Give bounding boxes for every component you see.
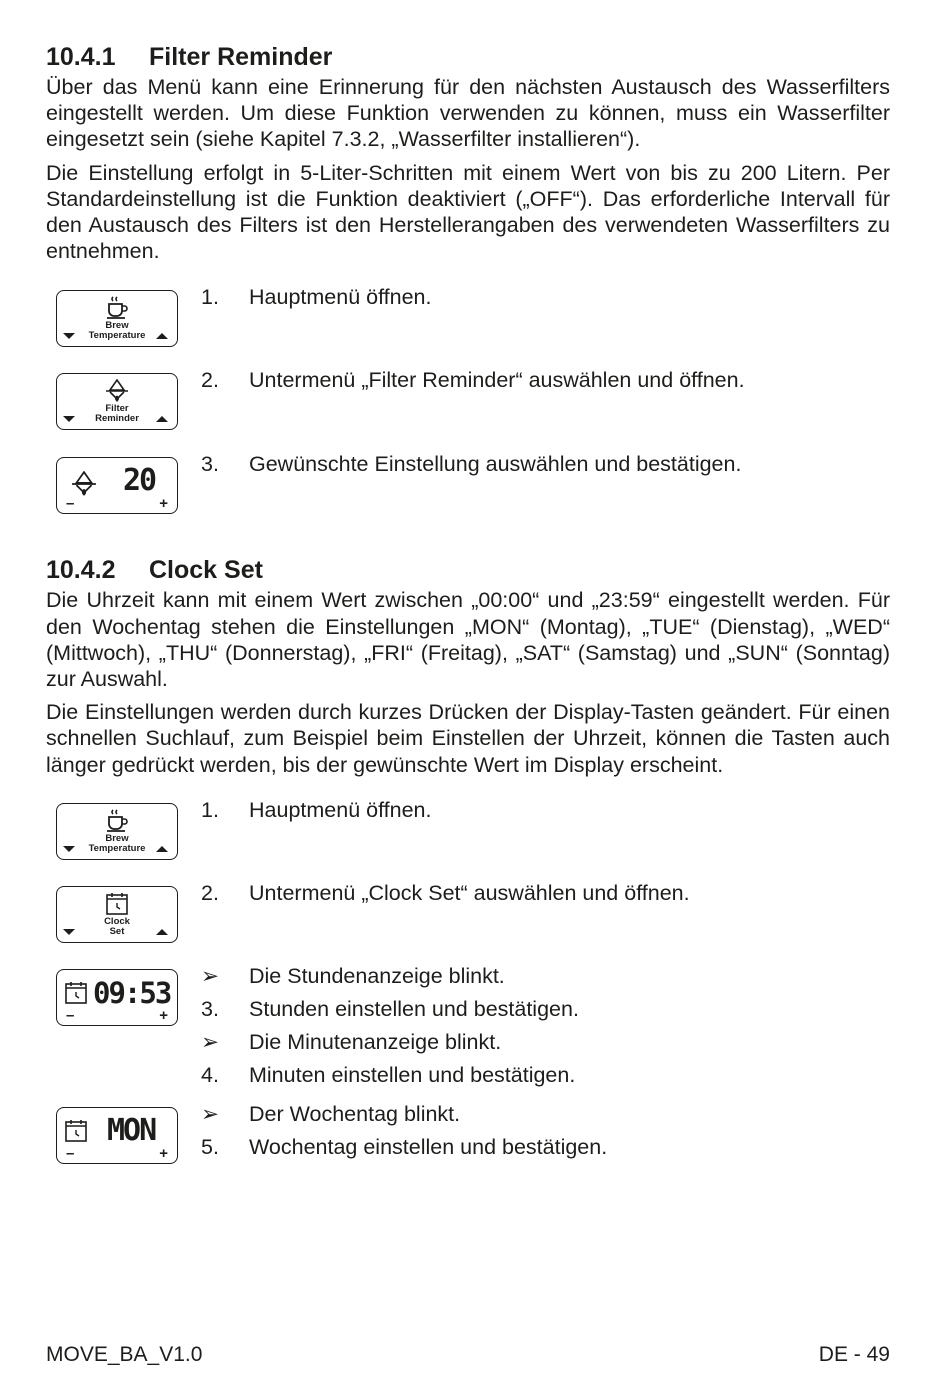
calendar-clock-icon: [105, 892, 129, 916]
step-row: [46, 285, 890, 373]
section-heading-clock-set: [46, 553, 890, 587]
section-title: Clock Set: [149, 556, 263, 585]
arrow-up-icon: [156, 333, 168, 339]
step-line: [201, 448, 890, 481]
coffee-cup-icon: [106, 296, 128, 320]
display-value: 20: [123, 463, 156, 499]
arrow-up-icon: [156, 846, 168, 852]
section-title: Filter Reminder: [149, 43, 333, 71]
arrow-down-icon: [63, 333, 75, 339]
paragraph: Die Einstellung erfolgt in 5-Liter-Schritten mit einem Wert von bis zu 200 Litern. Per Standardeinstellung ist die Funktion deaktiviert („OFF“). Das erforderliche Intervall für den Austausch des Filters ist den Herstellerangaben des verwendeten Wasserfilters zu entnehmen.: [46, 160, 890, 264]
minus-sign: –: [66, 1144, 75, 1162]
display-caption: Brew: [105, 832, 129, 844]
calendar-clock-icon: [64, 981, 88, 1005]
step-text: Der Wochentag blinkt.: [249, 1101, 461, 1126]
step-number: 5.: [201, 1134, 219, 1159]
arrow-down-icon: [63, 929, 75, 935]
footer-page-number: DE - 49: [818, 1343, 890, 1366]
step-line: [201, 364, 890, 397]
step-row: [46, 797, 890, 886]
arrow-up-icon: [156, 929, 168, 935]
step-line: [201, 1026, 890, 1059]
paragraph: Die Einstellungen werden durch kurzes Drücken der Display-Tasten geändert. Für einen schnellen Suchlauf, zum Beispiel beim Einstellen der Uhrzeit, können die Tasten auch länger gedrückt werden, bis der gewünschte Wert im Display erscheint.: [46, 700, 890, 777]
step-row: [46, 880, 890, 969]
arrow-up-icon: [156, 416, 168, 422]
step-number: 3.: [201, 452, 219, 477]
paragraph: Die Uhrzeit kann mit einem Wert zwischen „00:00“ und „23:59“ eingestellt werden. Für den Wochentag stehen die Einstellungen „MON“ (Montag), „TUE“ (Dienstag), „WED“ (Mittwoch), „THU“ (Donnerstag), „FRI“ (Freitag), „SAT“ (Samstag) und „SUN“ (Sonntag) zur Auswahl.: [46, 588, 890, 692]
display-caption: Temperature: [88, 330, 146, 342]
step-row: [46, 1101, 890, 1177]
display-time-value: [56, 969, 178, 1026]
display-caption: Clock: [104, 915, 130, 927]
step-text: Hauptmenü öffnen.: [249, 797, 432, 822]
display-filter-reminder: [56, 373, 178, 430]
plus-sign: +: [159, 495, 168, 513]
plus-sign: +: [159, 1144, 168, 1162]
display-caption: Reminder: [95, 413, 139, 425]
step-text: Die Stundenanzeige blinkt.: [249, 963, 505, 988]
display-day-value: [56, 1107, 178, 1164]
arrow-down-icon: [63, 416, 75, 422]
calendar-clock-icon: [64, 1119, 88, 1143]
section-heading-filter-reminder: [46, 40, 890, 74]
bullet-arrow: ➢: [201, 1101, 220, 1126]
step-text: Gewünschte Einstellung auswählen und bestätigen.: [249, 452, 742, 477]
step-row: [46, 963, 890, 1107]
step-line: [201, 960, 890, 993]
step-number: 1.: [201, 285, 219, 310]
step-line: [201, 1098, 890, 1131]
step-text: Untermenü „Clock Set“ auswählen und öffnen.: [249, 880, 690, 905]
step-line: [201, 1131, 890, 1164]
paragraph: Über das Menü kann eine Erinnerung für den nächsten Austausch des Wasserfilters eingestellt werden. Um diese Funktion verwenden zu können, muss ein Wasserfilter eingesetzt sein (siehe Kapitel 7.3.2, „Wasserfilter installieren“).: [46, 75, 890, 152]
step-row: [46, 452, 890, 553]
step-text: Die Minutenanzeige blinkt.: [249, 1029, 502, 1054]
display-caption: Set: [109, 925, 125, 937]
plus-sign: +: [159, 1006, 168, 1024]
section-number: 10.4.1: [46, 43, 116, 71]
step-number: 2.: [201, 368, 219, 393]
step-line: [201, 993, 890, 1026]
display-value: 09:53: [93, 975, 171, 1010]
display-caption: Temperature: [88, 842, 146, 854]
bullet-arrow: ➢: [201, 963, 220, 988]
step-text: Wochentag einstellen und bestätigen.: [249, 1134, 608, 1159]
step-line: [201, 794, 890, 827]
coffee-cup-icon: [106, 809, 128, 833]
minus-sign: –: [66, 495, 75, 513]
bullet-arrow: ➢: [201, 1029, 220, 1054]
water-filter-icon: [71, 471, 97, 497]
water-filter-icon: [105, 379, 129, 403]
step-line: [201, 1059, 890, 1092]
step-text: Hauptmenü öffnen.: [249, 285, 432, 310]
minus-sign: –: [66, 1006, 75, 1024]
step-text: Minuten einstellen und bestätigen.: [249, 1062, 576, 1087]
step-row: [46, 368, 890, 457]
step-number: 3.: [201, 996, 219, 1021]
step-number: 2.: [201, 880, 219, 905]
step-number: 1.: [201, 797, 219, 822]
display-value: MON: [107, 1112, 156, 1148]
footer-document-id: MOVE_BA_V1.0: [46, 1343, 203, 1366]
display-caption: Brew: [105, 320, 129, 332]
step-text: Untermenü „Filter Reminder“ auswählen und öffnen.: [249, 368, 745, 393]
display-clock-set: [56, 886, 178, 943]
step-number: 4.: [201, 1062, 219, 1087]
step-line: [201, 281, 890, 314]
display-filter-value: [56, 457, 178, 514]
arrow-down-icon: [63, 846, 75, 852]
display-caption: Filter: [105, 403, 129, 415]
page-content: [46, 40, 890, 1177]
step-line: [201, 877, 890, 910]
section-number: 10.4.2: [46, 556, 116, 585]
display-brew-temperature: [56, 803, 178, 860]
display-brew-temperature: [56, 290, 178, 347]
step-text: Stunden einstellen und bestätigen.: [249, 996, 579, 1021]
